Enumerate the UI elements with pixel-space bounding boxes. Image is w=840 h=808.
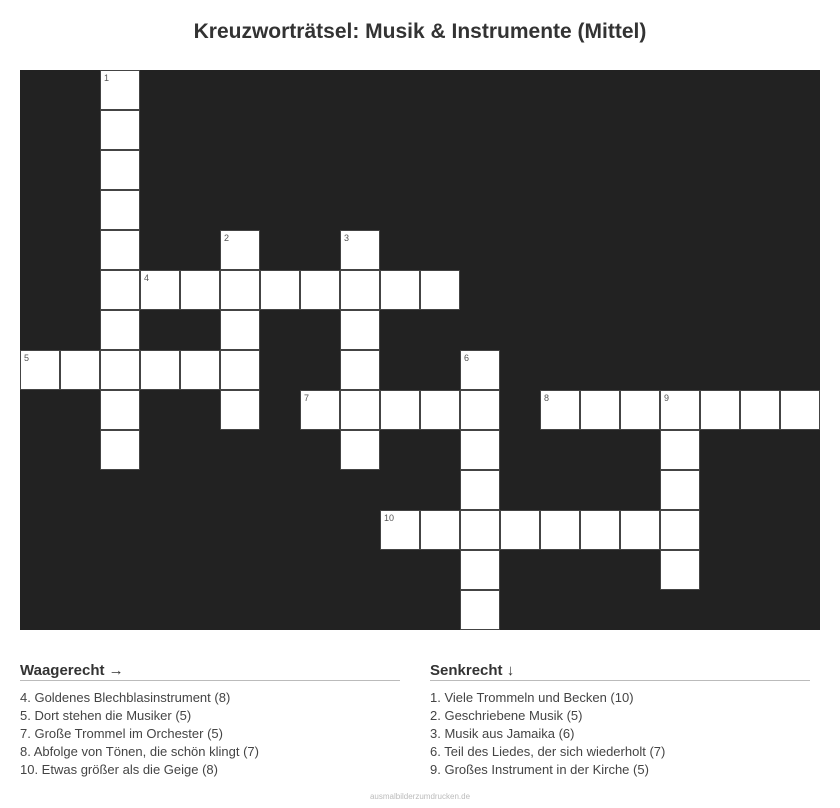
crossword-cell[interactable] [780,390,820,430]
crossword-cell[interactable] [540,390,580,430]
crossword-cell[interactable] [260,270,300,310]
crossword-cell[interactable] [660,390,700,430]
crossword-cell[interactable] [620,510,660,550]
clue-number: 9 [664,393,670,403]
crossword-cell[interactable] [420,390,460,430]
crossword-cell[interactable] [220,390,260,430]
source-footer: ausmalbilderzumdrucken.de [369,792,471,801]
clue-number: 1 [104,73,110,83]
crossword-cell[interactable] [460,550,500,590]
crossword-cell[interactable] [180,270,220,310]
crossword-cell[interactable] [660,550,700,590]
crossword-grid [20,70,820,630]
crossword-cell[interactable] [580,510,620,550]
across-clue: 10. Etwas größer als die Geige (8) [20,762,218,777]
crossword-cell[interactable] [220,230,260,270]
crossword-cell[interactable] [100,190,140,230]
crossword-cell[interactable] [60,350,100,390]
crossword-cell[interactable] [340,270,380,310]
crossword-cell[interactable] [100,270,140,310]
crossword-cell[interactable] [340,390,380,430]
clue-number: 10 [384,513,395,523]
crossword-cell[interactable] [100,430,140,470]
clue-number: 6 [464,353,470,363]
clue-number: 7 [304,393,310,403]
crossword-cell[interactable] [580,390,620,430]
crossword-cell[interactable] [380,510,420,550]
crossword-cell[interactable] [740,390,780,430]
crossword-cell[interactable] [100,150,140,190]
crossword-cell[interactable] [100,110,140,150]
crossword-cell[interactable] [460,470,500,510]
crossword-cell[interactable] [460,430,500,470]
across-clue: 4. Goldenes Blechblasinstrument (8) [20,690,231,705]
crossword-cell[interactable] [460,590,500,630]
crossword-cell[interactable] [420,510,460,550]
crossword-cell[interactable] [460,390,500,430]
clue-number: 4 [144,273,150,283]
crossword-cell[interactable] [100,230,140,270]
crossword-cell[interactable] [660,430,700,470]
crossword-cell[interactable] [660,470,700,510]
down-clue: 9. Großes Instrument in der Kirche (5) [430,762,649,777]
crossword-cell[interactable] [500,510,540,550]
clue-number: 2 [224,233,230,243]
crossword-cell[interactable] [100,310,140,350]
across-clue: 7. Große Trommel im Orchester (5) [20,726,223,741]
down-clue: 1. Viele Trommeln und Becken (10) [430,690,634,705]
crossword-cell[interactable] [340,310,380,350]
crossword-cell[interactable] [300,390,340,430]
crossword-cell[interactable] [100,70,140,110]
clue-number: 8 [544,393,550,403]
crossword-cell[interactable] [180,350,220,390]
crossword-cell[interactable] [700,390,740,430]
crossword-cell[interactable] [540,510,580,550]
crossword-cell[interactable] [380,270,420,310]
crossword-cell[interactable] [20,350,60,390]
crossword-cell[interactable] [620,390,660,430]
crossword-cell[interactable] [140,270,180,310]
clue-number: 5 [24,353,30,363]
down-clue: 2. Geschriebene Musik (5) [430,708,583,723]
crossword-cell[interactable] [220,350,260,390]
crossword-cell[interactable] [340,430,380,470]
clue-number: 3 [344,233,350,243]
crossword-cell[interactable] [340,350,380,390]
down-clues [430,662,810,779]
crossword-cell[interactable] [340,230,380,270]
crossword-cell[interactable] [660,510,700,550]
down-clue: 3. Musik aus Jamaika (6) [430,726,575,741]
across-heading: Waagerecht → [20,662,400,681]
crossword-cell[interactable] [140,350,180,390]
across-clues [20,662,400,779]
crossword-cell[interactable] [380,390,420,430]
down-heading: Senkrecht ↓ [430,662,810,681]
crossword-cell[interactable] [300,270,340,310]
crossword-cell[interactable] [100,350,140,390]
crossword-cell[interactable] [220,270,260,310]
crossword-cell[interactable] [460,350,500,390]
across-clue: 5. Dort stehen die Musiker (5) [20,708,192,723]
puzzle-title: Kreuzworträtsel: Musik & Instrumente (Mittel) [193,20,647,43]
across-clue: 8. Abfolge von Tönen, die schön klingt (7) [20,744,259,759]
crossword-cell[interactable] [420,270,460,310]
down-clue: 6. Teil des Liedes, der sich wiederholt (7) [430,744,666,759]
crossword-cell[interactable] [220,310,260,350]
crossword-cell[interactable] [100,390,140,430]
crossword-cell[interactable] [460,510,500,550]
